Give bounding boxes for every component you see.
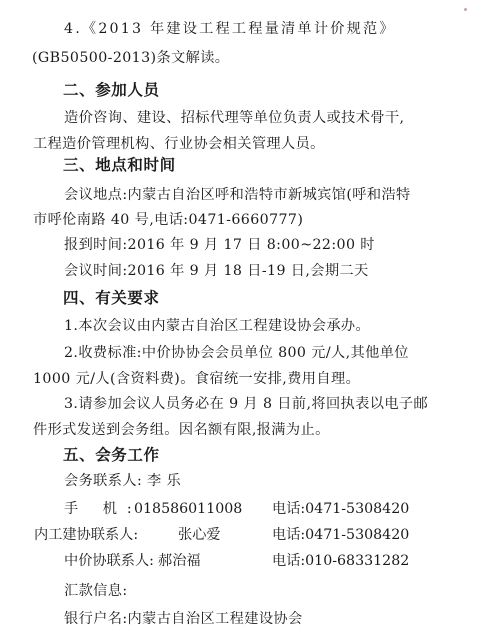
item4-line1: 4.《2013 年建设工程工程量清单计价规范》 bbox=[64, 21, 396, 37]
contact-label: 内工建协联系人: bbox=[34, 527, 139, 543]
item4-line2: (GB50500-2013)条文解读。 bbox=[32, 50, 230, 66]
participants-line2: 工程造价管理机构、行业协会相关管理人员。 bbox=[33, 136, 325, 152]
remit-title: 汇款信息: bbox=[64, 583, 128, 599]
venue-line2: 市呼伦南路 40 号,电话:0471-6660777) bbox=[33, 212, 304, 228]
requirement-3-line1: 3.请参加会议人员务必在 9 月 8 日前,将回执表以电子邮 bbox=[64, 396, 429, 412]
heading-requirements: 四、有关要求 bbox=[63, 289, 160, 307]
contact-row bbox=[64, 499, 484, 519]
contact-label: 中价协联系人: bbox=[64, 553, 154, 569]
requirement-3-line2: 件形式发送到会务组。因名额有限,报满为止。 bbox=[33, 422, 330, 438]
contact-name: 张心爱 bbox=[178, 527, 221, 543]
contact-name: 郝治福 bbox=[158, 553, 201, 569]
checkin-time: 报到时间:2016 年 9 月 17 日 8:00~22:00 时 bbox=[64, 237, 375, 253]
contact-mobile: 018586011008 bbox=[134, 501, 243, 517]
contact-row bbox=[34, 525, 454, 545]
heading-time-place: 三、地点和时间 bbox=[63, 156, 176, 174]
contact-phone: 电话:010-68331282 bbox=[272, 553, 410, 569]
scan-mark bbox=[464, 8, 467, 11]
contact-label: 手 机: bbox=[64, 501, 142, 517]
main-contact: 会务联系人: 李 乐 bbox=[64, 473, 182, 489]
requirement-2-line1: 2.收费标准:中价协协会会员单位 800 元/人,其他单位 bbox=[64, 345, 409, 361]
contact-row bbox=[64, 551, 484, 571]
heading-participants: 二、参加人员 bbox=[63, 81, 160, 99]
requirement-1: 1.本次会议由内蒙古自治区工程建设协会承办。 bbox=[64, 318, 371, 334]
meeting-time: 会议时间:2016 年 9 月 18 日-19 日,会期二天 bbox=[64, 263, 369, 279]
heading-affairs: 五、会务工作 bbox=[63, 446, 160, 464]
venue-line1: 会议地点:内蒙古自治区呼和浩特市新城宾馆(呼和浩特 bbox=[64, 187, 411, 203]
contact-phone: 电话:0471-5308420 bbox=[272, 527, 410, 543]
participants-line1: 造价咨询、建设、招标代理等单位负责人或技术骨干, bbox=[64, 110, 405, 126]
bank-account-name: 银行户名:内蒙古自治区工程建设协会 bbox=[64, 611, 303, 627]
contact-phone: 电话:0471-5308420 bbox=[272, 501, 410, 517]
requirement-2-line2: 1000 元/人(含资料费)。食宿统一安排,费用自理。 bbox=[33, 371, 361, 387]
